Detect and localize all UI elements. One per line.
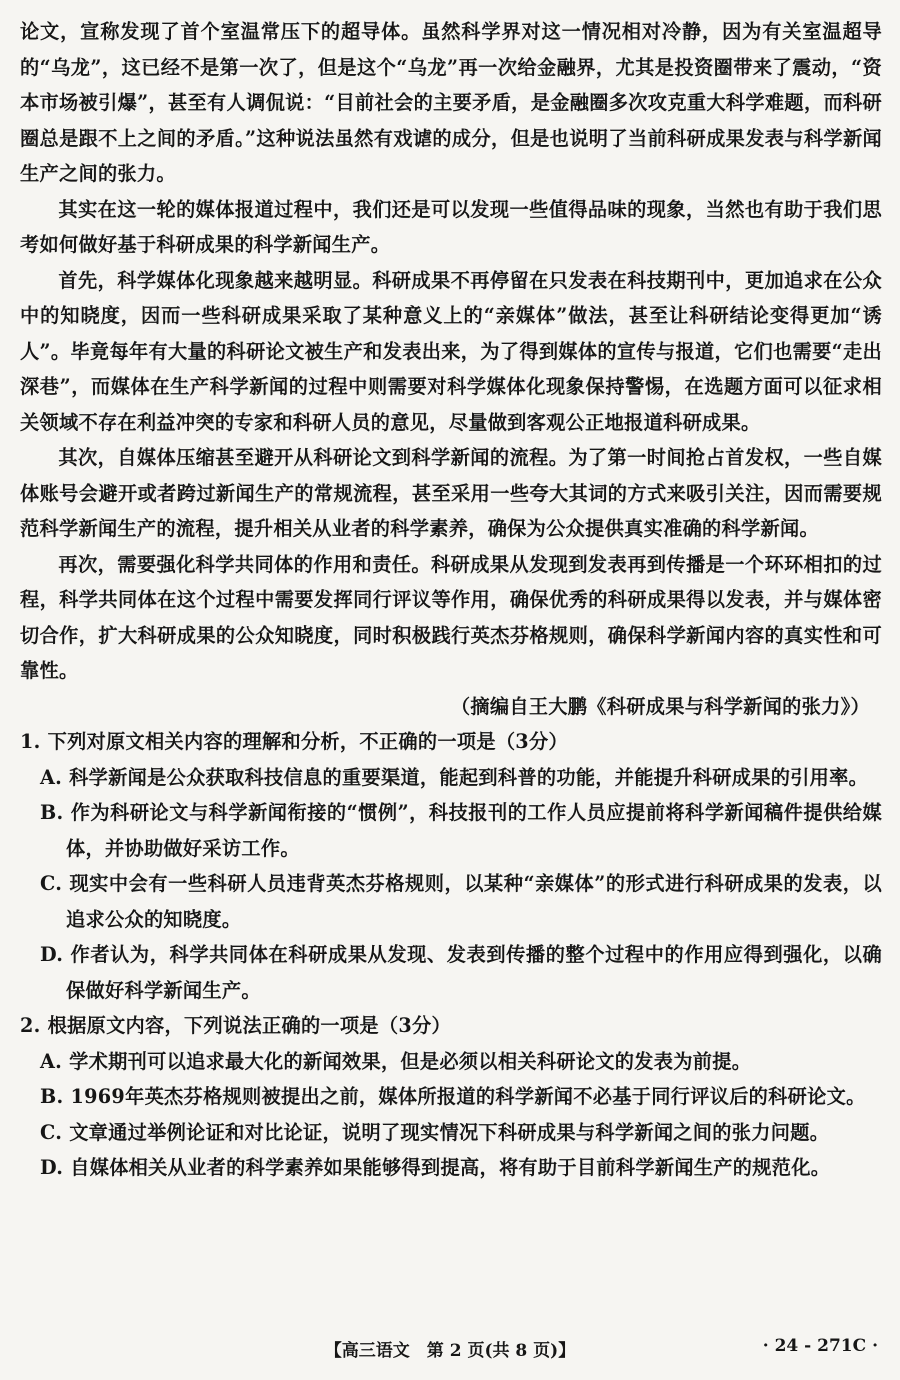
question-2-option-b: B. 1969年英杰芬格规则被提出之前，媒体所报道的科学新闻不必基于同行评议后的科研论文。 — [40, 1085, 866, 1108]
passage-paragraph-2: 其实在这一轮的媒体报道过程中，我们还是可以发现一些值得品味的现象，当然也有助于我们思考如何做好基于科研成果的科学新闻生产。 — [20, 197, 882, 256]
question-1-option-a: A. 科学新闻是公众获取科技信息的重要渠道，能起到科普的功能，并能提升科研成果的引用率。 — [40, 765, 869, 789]
passage-paragraph-3: 首先，科学媒体化现象越来越明显。科研成果不再停留在只发表在科技期刊中，更加追求在公众中的知晓度，因而一些科研成果采取了某种意义上的“亲媒体”做法，甚至让科研结论变得更加“诱人”。毕竟每年有大量的科研论文被生产和发表出来，为了得到媒体的宣传与报道，它们也需要“走出深巷”，而媒体在生产科学新闻的过程中则需要对科学媒体化现象保持警惕，在选题方面可以征求相关领域不存在利益冲突的专家和科研人员的意见，尽量做到客观公正地报道科研成果。 — [20, 268, 882, 434]
question-2-option-c: C. 文章通过举例论证和对比论证，说明了现实情况下科研成果与科学新闻之间的张力问题。 — [40, 1120, 830, 1144]
passage-paragraph-1: 论文，宣称发现了首个室温常压下的超导体。虽然科学界对这一情况相对冷静，因为有关室温超导的“乌龙”，这已经不是第一次了，但是这个“乌龙”再一次给金融界，尤其是投资圈带来了震动，“资本市场被引爆”，甚至有人调侃说：“目前社会的主要矛盾，是金融圈多次攻克重大科学难题，而科研圈总是跟不上之间的矛盾。”这种说法虽然有戏谑的成分，但是也说明了当前科研成果发表与科学新闻生产之间的张力。 — [20, 20, 882, 185]
question-2-option-d: D. 自媒体相关从业者的科学素养如果能够得到提高，将有助于目前科学新闻生产的规范化。 — [40, 1156, 831, 1179]
page-footer — [0, 1336, 900, 1364]
passage-paragraph-4: 其次，自媒体压缩甚至避开从科研论文到科学新闻的流程。为了第一时间抢占首发权，一些自媒体账号会避开或者跨过新闻生产的常规流程，甚至采用一些夸大其词的方式来吸引关注，因而需要规范科学新闻生产的流程，提升相关从业者的科学素养，确保为公众提供真实准确的科学新闻。 — [20, 446, 882, 540]
question-1-option-b: B. 作为科研论文与科学新闻衔接的“惯例”，科技报刊的工作人员应提前将科学新闻稿件提供给媒体，并协助做好采访工作。 — [40, 801, 882, 860]
question-2-option-a: A. 学术期刊可以追求最大化的新闻效果，但是必须以相关科研论文的发表为前提。 — [40, 1049, 752, 1073]
source-citation: （摘编自王大鹏《科研成果与科学新闻的张力》） — [450, 694, 870, 718]
exam-code: · 24 - 271C · — [762, 1336, 878, 1356]
question-1-option-d: D. 作者认为，科学共同体在科研成果从发现、发表到传播的整个过程中的作用应得到强化，以确保做好科学新闻生产。 — [40, 943, 882, 1002]
question-1-option-c: C. 现实中会有一些科研人员违背英杰芬格规则，以某种“亲媒体”的形式进行科研成果的发表，以追求公众的知晓度。 — [40, 872, 882, 931]
passage-paragraph-5: 再次，需要强化科学共同体的作用和责任。科研成果从发现到发表再到传播是一个环环相扣的过程，科学共同体在这个过程中需要发挥同行评议等作用，确保优秀的科研成果得以发表，并与媒体密切合作，扩大科研成果的公众知晓度，同时积极践行英杰芬格规则，确保科学新闻内容的真实性和可靠性。 — [20, 552, 882, 682]
passage-content — [20, 14, 882, 1186]
question-1-stem: 1. 下列对原文相关内容的理解和分析，不正确的一项是（3分） — [20, 730, 568, 753]
page-number-label: 【高三语文 第 2 页(共 8 页)】 — [324, 1341, 576, 1361]
question-2-stem: 2. 根据原文内容，下列说法正确的一项是（3分） — [20, 1014, 452, 1037]
